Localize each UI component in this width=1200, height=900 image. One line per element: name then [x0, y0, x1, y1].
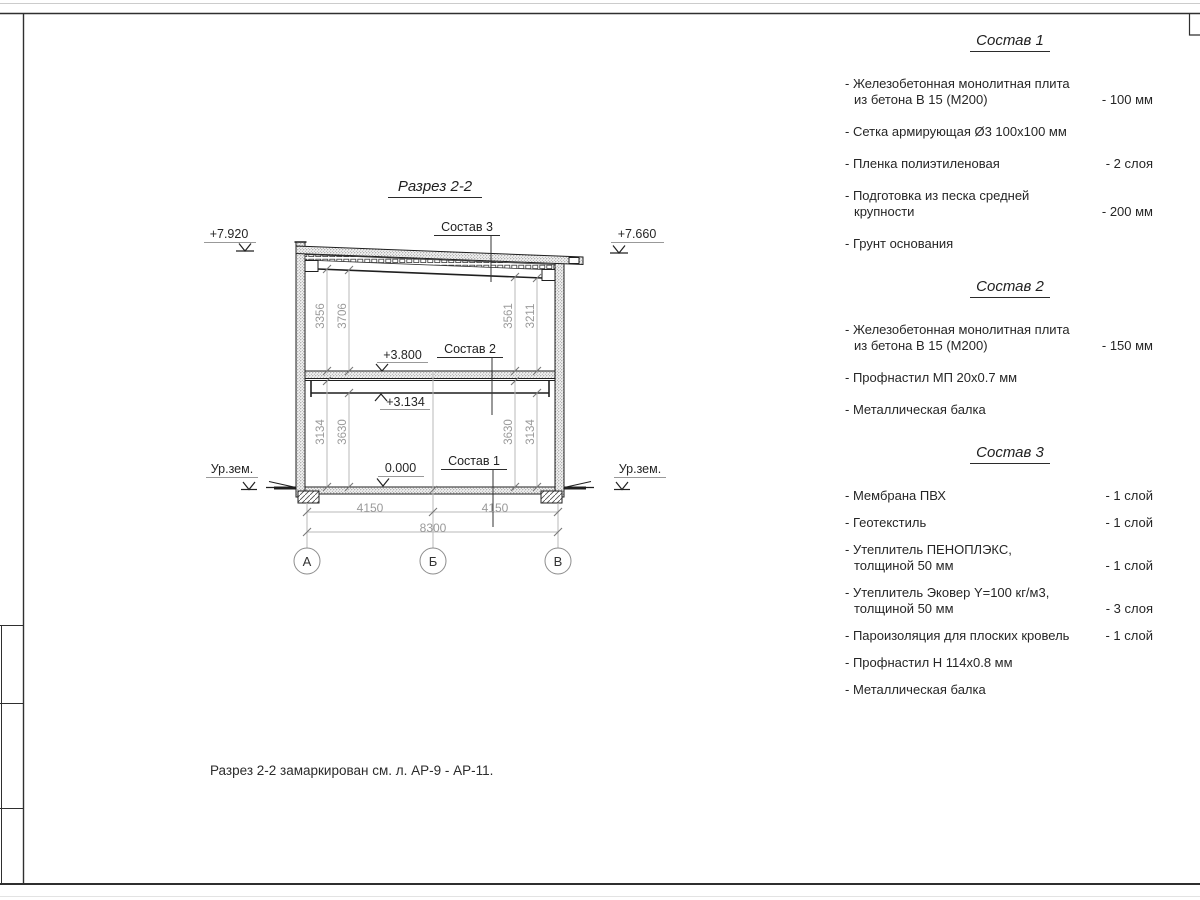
callout-leaders	[491, 236, 493, 527]
list-item	[845, 370, 1175, 386]
composition-3-title: Состав 3	[970, 444, 1050, 464]
dim-span-left: 4150	[356, 501, 384, 515]
axis-label-v: В	[553, 554, 563, 569]
left-bracket	[305, 261, 318, 272]
dim-up-right-1: 3561	[503, 303, 515, 329]
drawing-title: Разрез 2-2	[388, 178, 482, 198]
list-item	[845, 322, 1175, 354]
list-item	[845, 124, 1175, 140]
list-item	[845, 628, 1175, 644]
item-text: - Утеплитель ПЕНОПЛЭКС,	[845, 542, 1012, 557]
composition-2-title: Состав 2	[970, 278, 1050, 298]
item-text: - Пленка полиэтиленовая	[845, 156, 1000, 171]
level-marks	[204, 243, 666, 490]
left-foundation	[298, 491, 319, 503]
list-item	[845, 236, 1175, 252]
roof-beam	[305, 269, 555, 279]
item-text: - Утеплитель Эковер Y=100 кг/м3,	[845, 585, 1050, 600]
list-item	[845, 188, 1175, 220]
item-text2: из бетона В 15 (М200)	[854, 92, 988, 107]
item-text: - Сетка армирующая Ø3 100x100 мм	[845, 124, 1067, 139]
ground-slab	[298, 487, 562, 503]
item-value: - 1 слой	[1105, 558, 1153, 573]
item-text: - Геотекстиль	[845, 515, 927, 530]
list-item	[845, 76, 1175, 108]
item-text: - Грунт основания	[845, 236, 954, 251]
item-value: - 200 мм	[1101, 204, 1153, 219]
level-roof-left: +7.920	[209, 227, 249, 241]
floor2-slab	[305, 371, 555, 397]
item-text: - Мембрана ПВХ	[845, 488, 946, 503]
callout-sostav2: Состав 2	[437, 342, 503, 358]
composition-3	[845, 444, 1175, 698]
ground-label-right: Ур.зем.	[618, 462, 662, 476]
item-text2: крупности	[854, 204, 915, 219]
composition-1	[845, 32, 1175, 252]
composition-1-title: Состав 1	[970, 32, 1050, 52]
item-text: - Железобетонная монолитная плита	[845, 322, 1070, 337]
item-value: - 3 слоя	[1105, 601, 1153, 616]
item-text: - Пароизоляция для плоских кровель	[845, 628, 1070, 643]
item-text: - Профнастил Н 114x0.8 мм	[845, 655, 1013, 670]
list-item	[845, 402, 1175, 418]
list-item	[845, 488, 1175, 504]
item-value: - 150 мм	[1101, 338, 1153, 353]
callout-sostav1: Состав 1	[441, 454, 507, 470]
dim-up-left-1: 3356	[315, 303, 327, 329]
list-item	[845, 655, 1175, 671]
composition-2	[845, 278, 1175, 418]
item-text: - Подготовка из песка средней	[845, 188, 1030, 203]
list-item	[845, 585, 1175, 617]
item-text: - Железобетонная монолитная плита	[845, 76, 1070, 91]
level-zero: 0.000	[384, 461, 417, 475]
ground-label-left: Ур.зем.	[210, 462, 254, 476]
dim-low-left-1: 3134	[315, 419, 327, 445]
item-text2: из бетона В 15 (М200)	[854, 338, 988, 353]
item-value: - 1 слой	[1105, 628, 1153, 643]
level-beam-bottom: +3.134	[386, 395, 425, 409]
level-roof-right: +7.660	[617, 227, 657, 241]
dim-low-right-2: 3134	[525, 419, 537, 445]
item-text: - Профнастил МП 20x0.7 мм	[845, 370, 1018, 385]
item-text: - Металлическая балка	[845, 402, 986, 417]
left-wall	[296, 242, 305, 497]
frame-corner-box	[1190, 14, 1200, 35]
item-text: - Металлическая балка	[845, 682, 986, 697]
axis-label-b: Б	[428, 554, 438, 569]
compositions-panel	[845, 32, 1175, 709]
dim-up-right-2: 3211	[525, 303, 537, 329]
item-value: - 1 слой	[1105, 488, 1153, 503]
item-value: - 1 слой	[1105, 515, 1153, 530]
item-text2: толщиной 50 мм	[854, 601, 954, 616]
list-item	[845, 515, 1175, 531]
list-item	[845, 156, 1175, 172]
axis-label-a: А	[302, 554, 312, 569]
roof-edge-cap	[569, 258, 579, 264]
dim-total: 8300	[419, 521, 447, 535]
dim-span-right: 4150	[481, 501, 509, 515]
walls	[295, 242, 565, 497]
right-wall	[555, 262, 564, 497]
item-value: - 100 мм	[1101, 92, 1153, 107]
callout-sostav3: Состав 3	[434, 220, 500, 236]
dim-up-left-2: 3706	[337, 303, 349, 329]
level-slab-top: +3.800	[383, 348, 422, 362]
dim-low-right-1: 3630	[503, 419, 515, 445]
right-foundation	[541, 491, 562, 503]
right-bracket	[542, 270, 555, 281]
list-item	[845, 682, 1175, 698]
sheet-note: Разрез 2-2 замаркирован см. л. АР-9 - АР-11.	[210, 763, 494, 778]
list-item	[845, 542, 1175, 574]
item-text2: толщиной 50 мм	[854, 558, 954, 573]
dim-low-left-2: 3630	[337, 419, 349, 445]
item-value: - 2 слоя	[1105, 156, 1153, 171]
